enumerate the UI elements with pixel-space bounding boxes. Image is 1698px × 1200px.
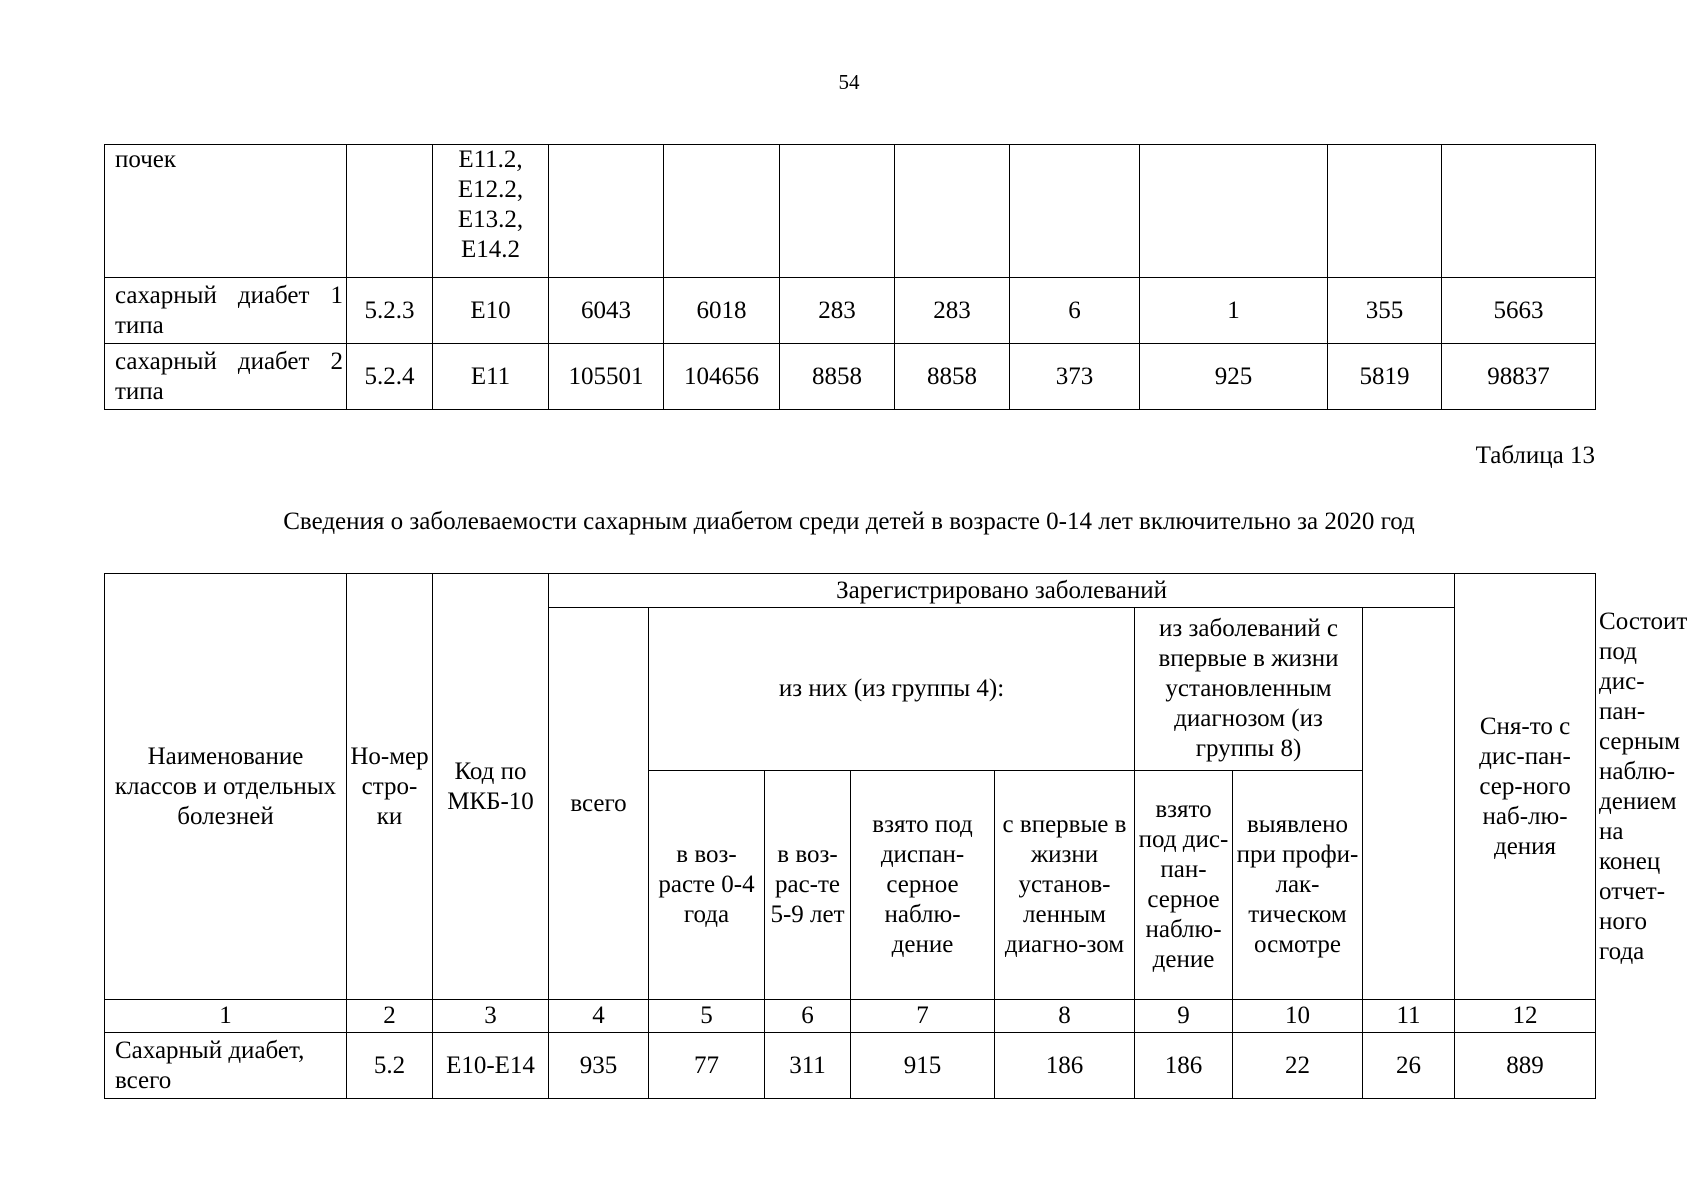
- icd-code: E11.2, E12.2, E13.2, E14.2: [433, 145, 549, 278]
- value-cell: 186: [995, 1033, 1135, 1099]
- header-removed: Сня-то с дис-пан-сер-ного наб-лю-дения: [1455, 574, 1596, 1000]
- value-cell: 5819: [1328, 344, 1442, 410]
- header-first-taken-dispensary: взято под дис-пан-серное наблю-дение: [1135, 771, 1233, 1000]
- header-first-time: из заболеваний с впервые в жизни установленным диагнозом (из группы 8): [1135, 608, 1363, 771]
- column-number: 1: [105, 1000, 347, 1033]
- value-cell: 8858: [895, 344, 1010, 410]
- value-cell: 8858: [780, 344, 895, 410]
- value-cell: 104656: [664, 344, 780, 410]
- header-age-5-9: в воз-рас-те 5-9 лет: [765, 771, 851, 1000]
- column-number: 6: [765, 1000, 851, 1033]
- header-icd-code: Код по МКБ-10: [433, 574, 549, 1000]
- value-cell: 1: [1140, 278, 1328, 344]
- column-number-row: [105, 1000, 1596, 1033]
- table-row: [105, 1033, 1596, 1099]
- column-number: 3: [433, 1000, 549, 1033]
- value-cell: 6: [1010, 278, 1140, 344]
- column-number: 9: [1135, 1000, 1233, 1033]
- value-cell: 105501: [549, 344, 664, 410]
- value-cell: 5663: [1442, 278, 1596, 344]
- table-row: [105, 278, 1596, 344]
- page-number: 54: [838, 70, 860, 94]
- icd-code: E10-E14: [433, 1033, 549, 1099]
- value-cell: [1010, 145, 1140, 278]
- value-cell: 26: [1363, 1033, 1455, 1099]
- table-continuation: [104, 144, 1596, 410]
- value-cell: 889: [1455, 1033, 1596, 1099]
- row-number: 5.2.4: [347, 344, 433, 410]
- table-row: [105, 145, 1596, 278]
- row-number: 5.2: [347, 1033, 433, 1099]
- header-row-number: Но-мер стро-ки: [347, 574, 433, 1000]
- disease-name: Сахарный диабет, всего: [105, 1033, 347, 1099]
- value-cell: [549, 145, 664, 278]
- column-number: 12: [1455, 1000, 1596, 1033]
- header-name: Наименование классов и отдельных болезней: [105, 574, 347, 1000]
- value-cell: 22: [1233, 1033, 1363, 1099]
- value-cell: [895, 145, 1010, 278]
- header-taken-dispensary: взято под диспан-серное наблю-дение: [851, 771, 995, 1000]
- value-cell: [1140, 145, 1328, 278]
- value-cell: 311: [765, 1033, 851, 1099]
- value-cell: 6043: [549, 278, 664, 344]
- value-cell: 186: [1135, 1033, 1233, 1099]
- value-cell: 355: [1328, 278, 1442, 344]
- value-cell: 935: [549, 1033, 649, 1099]
- table-row: [105, 344, 1596, 410]
- disease-name: сахарный диабет 1 типа: [105, 278, 347, 344]
- column-number: 2: [347, 1000, 433, 1033]
- disease-name: почек: [105, 145, 347, 278]
- header-first-diagnosed: с впервые в жизни установ-ленным диагно-зом: [995, 771, 1135, 1000]
- header-total: всего: [549, 608, 649, 1000]
- column-number: 11: [1363, 1000, 1455, 1033]
- disease-name: сахарный диабет 2 типа: [105, 344, 347, 410]
- column-number: 4: [549, 1000, 649, 1033]
- value-cell: 283: [895, 278, 1010, 344]
- icd-code: E11: [433, 344, 549, 410]
- column-number: 10: [1233, 1000, 1363, 1033]
- header-of-them: из них (из группы 4):: [649, 608, 1135, 771]
- value-cell: 373: [1010, 344, 1140, 410]
- value-cell: 6018: [664, 278, 780, 344]
- value-cell: 925: [1140, 344, 1328, 410]
- table-title: Сведения о заболеваемости сахарным диабетом среди детей в возрасте 0-14 лет включительно за 2020 год: [283, 508, 1415, 535]
- header-age-0-4: в воз-расте 0-4 года: [649, 771, 765, 1000]
- header-found-prophylactic: выявлено при профи-лак-тическом осмотре: [1233, 771, 1363, 1000]
- value-cell: 915: [851, 1033, 995, 1099]
- value-cell: [1328, 145, 1442, 278]
- header-registered: Зарегистрировано заболеваний: [549, 574, 1455, 608]
- value-cell: [1442, 145, 1596, 278]
- value-cell: 98837: [1442, 344, 1596, 410]
- value-cell: 283: [780, 278, 895, 344]
- diabetes-children-table: Наименование классов и отдельных болезней Но-мер стро-ки Код по МКБ-10 Зарегистрировано заболеваний Сня-то с дис-пан-сер-ного наб-лю-дения Состоит под дис-пан-серным наблю-дением на конец отчет-ного года всего из них (из группы 4): из заболеваний с впервые в жизни установленным диагнозом (из группы 8) в воз-расте 0-4 года в воз-рас-те 5-9 лет взято под диспан-серное наблю-дение с впервые в жизни установ-ленным диагно-зом взято под дис-пан-серное наблю-дение выявлено при профи-лак-тическом осмотре 1 2 3 4 5 6 7 8 9 10 11 12 Сахарный диабет, всего 5.2 E10-E14 935 77 311 915 186 186 22 26 889: [104, 573, 1596, 1099]
- column-number: 5: [649, 1000, 765, 1033]
- row-number: 5.2.3: [347, 278, 433, 344]
- column-number: 7: [851, 1000, 995, 1033]
- value-cell: [780, 145, 895, 278]
- value-cell: [664, 145, 780, 278]
- row-number: [347, 145, 433, 278]
- value-cell: 77: [649, 1033, 765, 1099]
- table-caption: Таблица 13: [1475, 442, 1595, 469]
- icd-code: E10: [433, 278, 549, 344]
- column-number: 8: [995, 1000, 1135, 1033]
